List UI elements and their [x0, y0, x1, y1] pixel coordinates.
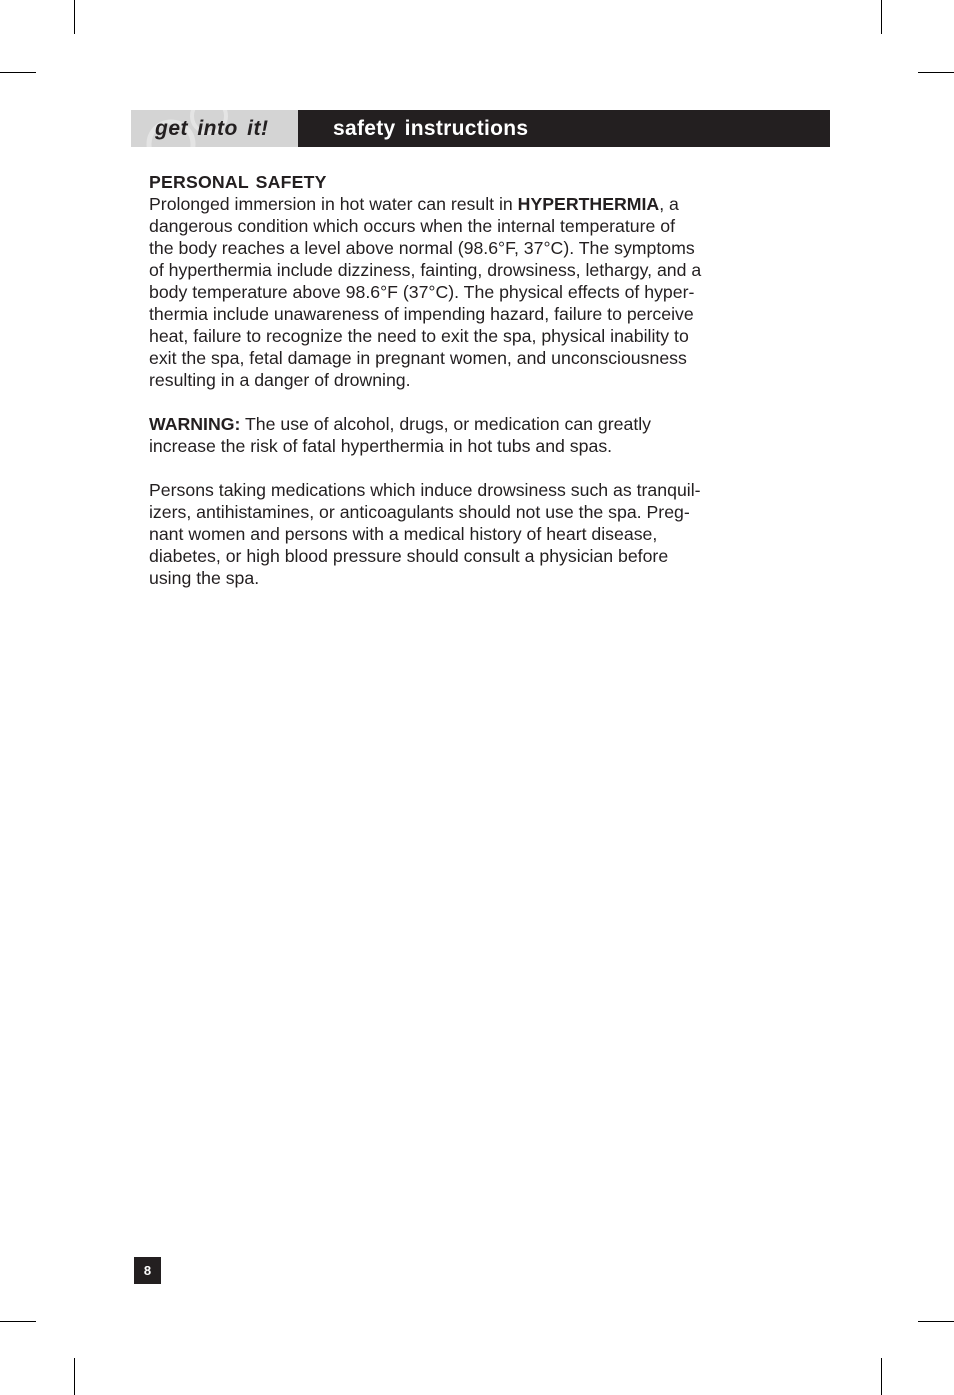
crop-mark-bottom-left	[74, 1358, 75, 1395]
text-line: increase the risk of fatal hyperthermia in hot tubs and spas.	[149, 436, 613, 456]
crop-mark-top-right	[881, 0, 882, 34]
crop-mark-bottom-right	[881, 1358, 882, 1395]
paragraph-warning	[149, 413, 809, 457]
text-line: the body reaches a level above normal (98.6°F, 37°C). The symptoms	[149, 238, 695, 258]
text-line: nant women and persons with a medical history of heart disease,	[149, 524, 658, 544]
emphasis-term: HYPERTHERMIA	[517, 194, 660, 214]
text-line: Prolonged immersion in hot water can result in HYPERTHERMIA, a	[149, 194, 679, 214]
text-line: Persons taking medications which induce drowsiness such as tranquil-	[149, 480, 701, 500]
section-heading: PERSONAL SAFETY	[149, 172, 327, 192]
text-line: using the spa.	[149, 568, 260, 588]
crop-mark-right-bottom	[918, 1321, 954, 1322]
text-line: heat, failure to recognize the need to exit the spa, physical inability to	[149, 326, 689, 346]
page-number: 8	[134, 1257, 161, 1284]
text-line: body temperature above 98.6°F (37°C). The physical effects of hyper-	[149, 282, 695, 302]
crop-mark-left-top	[0, 72, 36, 73]
text-line: WARNING: The use of alcohol, drugs, or medication can greatly	[149, 414, 652, 434]
header-bar	[131, 110, 830, 147]
text-line: thermia include unawareness of impending hazard, failure to perceive	[149, 304, 694, 324]
text-line: resulting in a danger of drowning.	[149, 370, 411, 390]
paragraph-medications	[149, 479, 809, 589]
text-line: exit the spa, fetal damage in pregnant women, and unconsciousness	[149, 348, 687, 368]
main-content	[149, 171, 809, 589]
section-tab	[298, 110, 830, 147]
text-line: dangerous condition which occurs when the internal temperature of	[149, 216, 676, 236]
crop-mark-right-top	[918, 72, 954, 73]
brand-label: get into it!	[155, 117, 269, 140]
crop-mark-left-bottom	[0, 1321, 36, 1322]
text-line: of hyperthermia include dizziness, fainting, drowsiness, lethargy, and a	[149, 260, 702, 280]
paragraph-hyperthermia	[149, 193, 809, 391]
warning-label: WARNING:	[149, 414, 241, 434]
text-line: izers, antihistamines, or anticoagulants should not use the spa. Preg-	[149, 502, 690, 522]
section-title: safety instructions	[333, 117, 529, 140]
text-line: diabetes, or high blood pressure should consult a physician before	[149, 546, 669, 566]
crop-mark-top-left	[74, 0, 75, 34]
brand-tab	[131, 110, 298, 147]
